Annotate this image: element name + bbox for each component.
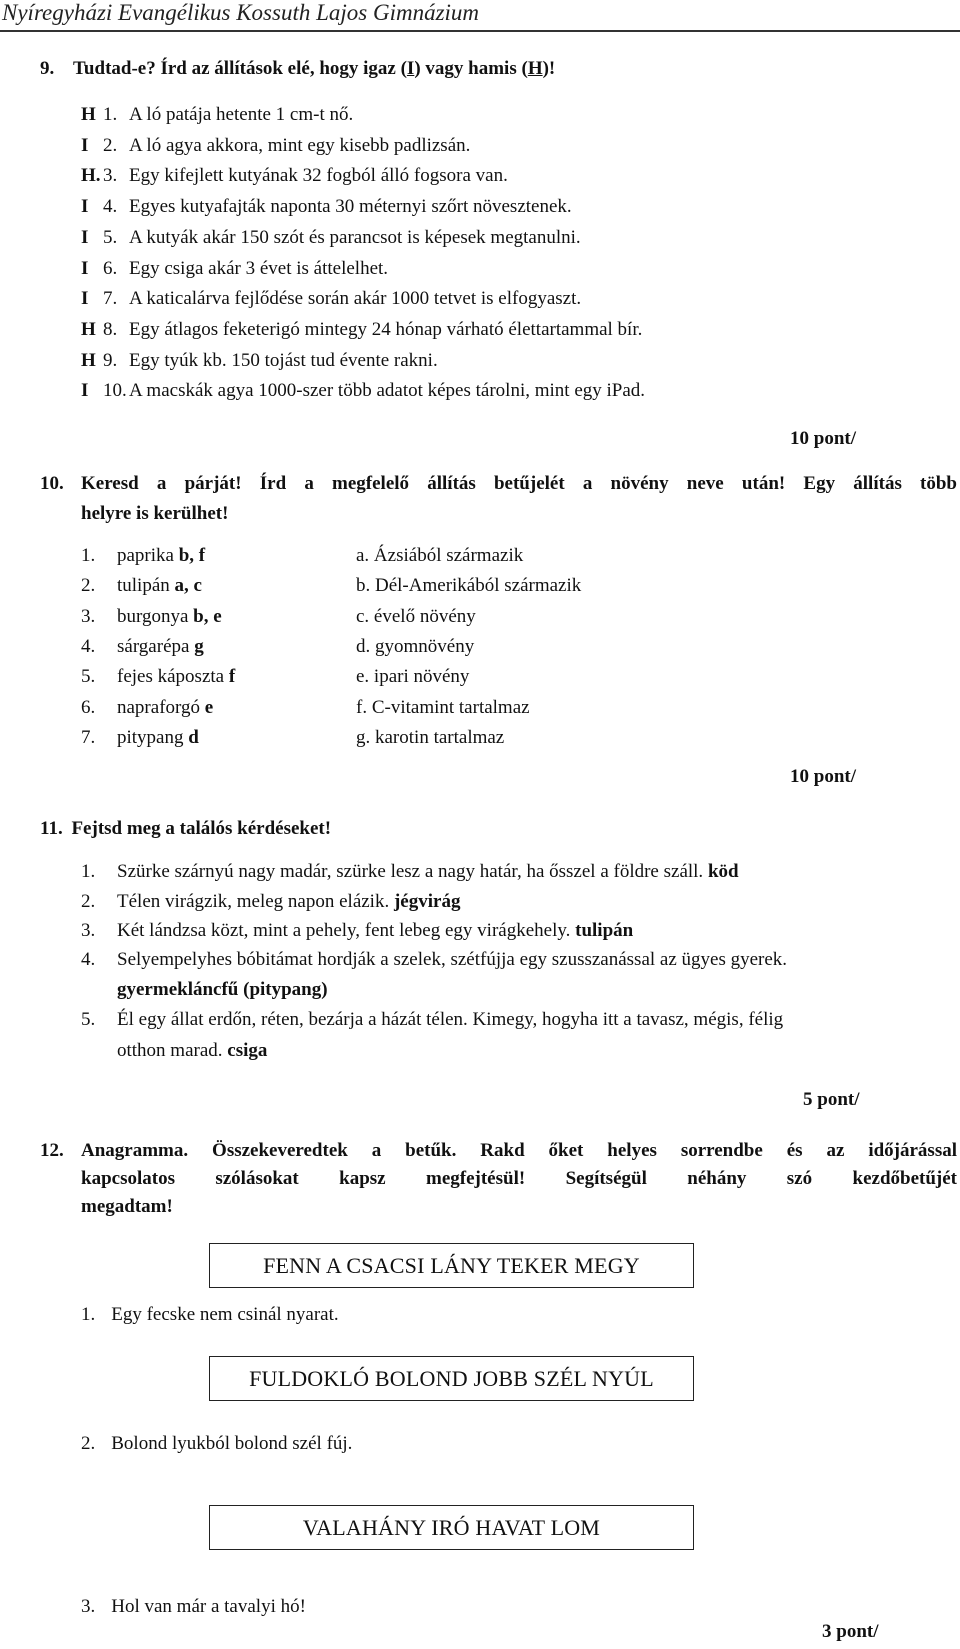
q10-number: 10. bbox=[40, 473, 64, 494]
q10-plant-number: 7. bbox=[81, 726, 96, 748]
q9-answer: I bbox=[81, 226, 89, 248]
q10-plant-answer: a, c bbox=[174, 575, 202, 597]
q9-prompt: Tudtad-e? Írd az állítások elé, hogy igaz (I) vagy hamis (H)! bbox=[73, 58, 556, 79]
q10-points: 10 pont/ bbox=[790, 766, 856, 787]
q10-statement-item: e. ipari növény bbox=[356, 666, 470, 688]
q10-plant-answer: e bbox=[204, 696, 214, 718]
q10-plant-number: 5. bbox=[81, 666, 96, 688]
q9-statement bbox=[81, 288, 581, 310]
anagram-box-2: FULDOKLÓ BOLOND JOBB SZÉL NYÚL bbox=[209, 1356, 694, 1401]
q11-riddle-answer: köd bbox=[707, 861, 739, 882]
q9-answer: H. bbox=[81, 165, 101, 187]
q10-statement-item: d. gyomnövény bbox=[356, 635, 475, 657]
q9-answer: I bbox=[81, 288, 89, 310]
q10-plant-number: 3. bbox=[81, 605, 96, 627]
q10-statement-item: b. Dél-Amerikából származik bbox=[356, 575, 582, 597]
q10-plant-answer: g bbox=[194, 635, 204, 657]
q9-statement-number: 10. bbox=[103, 380, 127, 402]
q11-number: 11. bbox=[40, 818, 63, 839]
q9-statement-number: 8. bbox=[103, 318, 118, 340]
q9-answer: H bbox=[81, 349, 96, 371]
q11-riddle-text bbox=[117, 949, 787, 971]
q10-plant-answer: b, f bbox=[178, 545, 206, 566]
q11-riddle-line: Él egy állat erdőn, réten, bezárja a házát télen. Kimegy, hogyha itt a tavasz, mégis, félig bbox=[117, 1009, 784, 1030]
q11-riddle-text bbox=[117, 891, 460, 913]
q12-prompt-line3: megadtam! bbox=[81, 1196, 173, 1217]
q10-prompt-line1: Keresd a párját! Írd a megfelelő állítás betűjelét a növény neve után! Egy állítás több bbox=[81, 473, 957, 494]
q11-riddle-number: 5. bbox=[81, 1009, 96, 1030]
q9-statement-number: 5. bbox=[103, 226, 118, 248]
q9-statement-number: 9. bbox=[103, 349, 118, 371]
q11-riddle-number: 4. bbox=[81, 949, 96, 970]
q9-answer: I bbox=[81, 134, 89, 156]
q10-plant-number: 2. bbox=[81, 575, 96, 597]
q11-riddle-text bbox=[117, 1040, 267, 1062]
q11-riddle-line: Télen virágzik, meleg napon elázik. bbox=[117, 891, 390, 912]
q11-riddle-line: otthon marad. bbox=[117, 1040, 223, 1061]
q9-statement-text: A macskák agya 1000-szer több adatot képes tárolni, mint egy iPad. bbox=[129, 380, 646, 402]
q11-riddle-line: Selyempelyhes bóbitámat hordják a szelek, szétfújja egy szusszanással az ügyes gyerek. bbox=[117, 949, 788, 970]
q9-statement-text: Egy kifejlett kutyának 32 fogból álló fogsora van. bbox=[129, 165, 508, 187]
q9-heading bbox=[40, 58, 555, 80]
q11-riddle-number: 2. bbox=[81, 891, 96, 912]
q9-number: 9. bbox=[40, 58, 55, 79]
q10-statement-item: a. Ázsiából származik bbox=[356, 545, 524, 566]
q10-statement-item: g. karotin tartalmaz bbox=[356, 726, 505, 748]
q12-prompt-line2: kapcsolatos szólásokat kapsz megfejtésül! Segítségül néhány szó kezdőbetűjét bbox=[81, 1168, 957, 1189]
q9-statement-number: 1. bbox=[103, 104, 118, 125]
q11-riddle-text bbox=[117, 920, 633, 942]
q9-statement bbox=[81, 380, 645, 402]
q10-plant-item bbox=[81, 545, 205, 567]
q10-plant-item bbox=[81, 636, 204, 658]
q10-plant-item bbox=[81, 606, 222, 628]
q9-statement-text: Egy tyúk kb. 150 tojást tud évente rakni. bbox=[129, 349, 438, 371]
q9-statement-number: 2. bbox=[103, 134, 118, 156]
header-divider bbox=[0, 30, 960, 32]
q10-plant-item bbox=[81, 575, 202, 597]
q10-plant-name: fejes káposzta bbox=[117, 666, 225, 688]
q9-statement-number: 4. bbox=[103, 196, 118, 218]
q9-answer: I bbox=[81, 196, 89, 218]
q10-plant-number: 1. bbox=[81, 545, 96, 566]
q9-answer: H bbox=[81, 318, 96, 340]
school-header-title: Nyíregyházi Evangélikus Kossuth Lajos Gimnázium bbox=[2, 0, 480, 25]
q9-statement-text: Egy átlagos feketerigó mintegy 24 hónap várható élettartammal bír. bbox=[129, 318, 643, 340]
anagram-solution-3: 3. Hol van már a tavalyi hó! bbox=[81, 1596, 306, 1617]
q9-statement-number: 3. bbox=[103, 165, 118, 187]
q10-plant-name: tulipán bbox=[117, 575, 170, 597]
q9-statement bbox=[81, 135, 470, 157]
q9-statement-text: A ló patája hetente 1 cm-t nő. bbox=[129, 104, 354, 125]
q9-statement-number: 7. bbox=[103, 288, 118, 310]
q10-plant-name: sárgarépa bbox=[117, 635, 190, 657]
q9-answer: I bbox=[81, 257, 89, 279]
q9-statement-text: Egyes kutyafajták naponta 30 méternyi szőrt növesztenek. bbox=[129, 196, 572, 218]
q9-statement bbox=[81, 104, 353, 126]
q10-plant-number: 4. bbox=[81, 635, 96, 657]
q11-riddle-text bbox=[117, 861, 739, 883]
q12-prompt-line1: Anagramma. Összekeveredtek a betűk. Rakd őket helyes sorrendbe és az időjárással bbox=[81, 1140, 957, 1161]
anagram-box-1: FENN A CSACSI LÁNY TEKER MEGY bbox=[209, 1243, 694, 1288]
q9-statement bbox=[81, 350, 438, 372]
anagram-solution-1: 1. Egy fecske nem csinál nyarat. bbox=[81, 1304, 339, 1325]
q10-statement-item: f. C-vitamint tartalmaz bbox=[356, 696, 530, 718]
q10-plant-name: napraforgó bbox=[117, 696, 201, 718]
q9-statement-number: 6. bbox=[103, 257, 118, 279]
q11-riddle-answer: jégvirág bbox=[393, 891, 461, 912]
q9-statement-text: A kutyák akár 150 szót és parancsot is képesek megtanulni. bbox=[129, 226, 581, 248]
q11-riddle-line: Két lándzsa közt, mint a pehely, fent lebeg egy virágkehely. bbox=[117, 920, 571, 941]
q10-plant-answer: b, e bbox=[193, 605, 222, 627]
q10-plant-number: 6. bbox=[81, 696, 96, 718]
q9-statement-text: Egy csiga akár 3 évet is áttelelhet. bbox=[129, 257, 389, 279]
q11-riddle-number: 3. bbox=[81, 920, 96, 941]
anagram-box-3: VALAHÁNY IRÓ HAVAT LOM bbox=[209, 1505, 694, 1550]
q12-number: 12. bbox=[40, 1140, 64, 1161]
q10-plant-answer: d bbox=[188, 726, 199, 748]
q10-plant-name: burgonya bbox=[117, 605, 189, 627]
q10-plant-item bbox=[81, 666, 235, 688]
q12-points: 3 pont/ bbox=[822, 1621, 879, 1642]
q9-statement bbox=[81, 196, 572, 218]
q9-statement bbox=[81, 165, 508, 187]
q11-riddle-text bbox=[117, 1009, 783, 1031]
q9-points: 10 pont/ bbox=[790, 428, 856, 449]
q11-riddle-answer: tulipán bbox=[575, 920, 634, 941]
q11-prompt: Fejtsd meg a találós kérdéseket! bbox=[71, 818, 332, 839]
q11-riddle-answer: gyermekláncfű (pitypang) bbox=[117, 979, 328, 1000]
q10-plant-item bbox=[81, 697, 213, 719]
q9-statement-text: A katicalárva fejlődése során akár 1000 tetvet is elfogyaszt. bbox=[129, 288, 582, 310]
q10-plant-name: pitypang bbox=[117, 726, 184, 748]
q10-prompt-line2: helyre is kerülhet! bbox=[81, 503, 229, 524]
q9-statement bbox=[81, 258, 388, 280]
q11-riddle-number: 1. bbox=[81, 861, 96, 882]
q11-points: 5 pont/ bbox=[803, 1089, 860, 1110]
q10-plant-name: paprika bbox=[117, 545, 174, 566]
q10-plant-answer: f bbox=[228, 666, 236, 688]
q9-statement-text: A ló agya akkora, mint egy kisebb padlizsán. bbox=[129, 134, 471, 156]
q11-riddle-answer: csiga bbox=[227, 1040, 268, 1061]
q10-statement-item: c. évelő növény bbox=[356, 605, 476, 627]
q9-statement bbox=[81, 227, 581, 249]
q11-riddle-line: Szürke szárnyú nagy madár, szürke lesz a nagy határ, ha ősszel a földre száll. bbox=[117, 861, 704, 882]
q9-answer: H bbox=[81, 104, 96, 125]
q9-answer: I bbox=[81, 380, 89, 402]
q9-statement bbox=[81, 319, 642, 341]
anagram-solution-2: 2. Bolond lyukból bolond szél fúj. bbox=[81, 1433, 353, 1454]
q11-heading bbox=[40, 818, 331, 840]
q10-plant-item bbox=[81, 727, 199, 749]
